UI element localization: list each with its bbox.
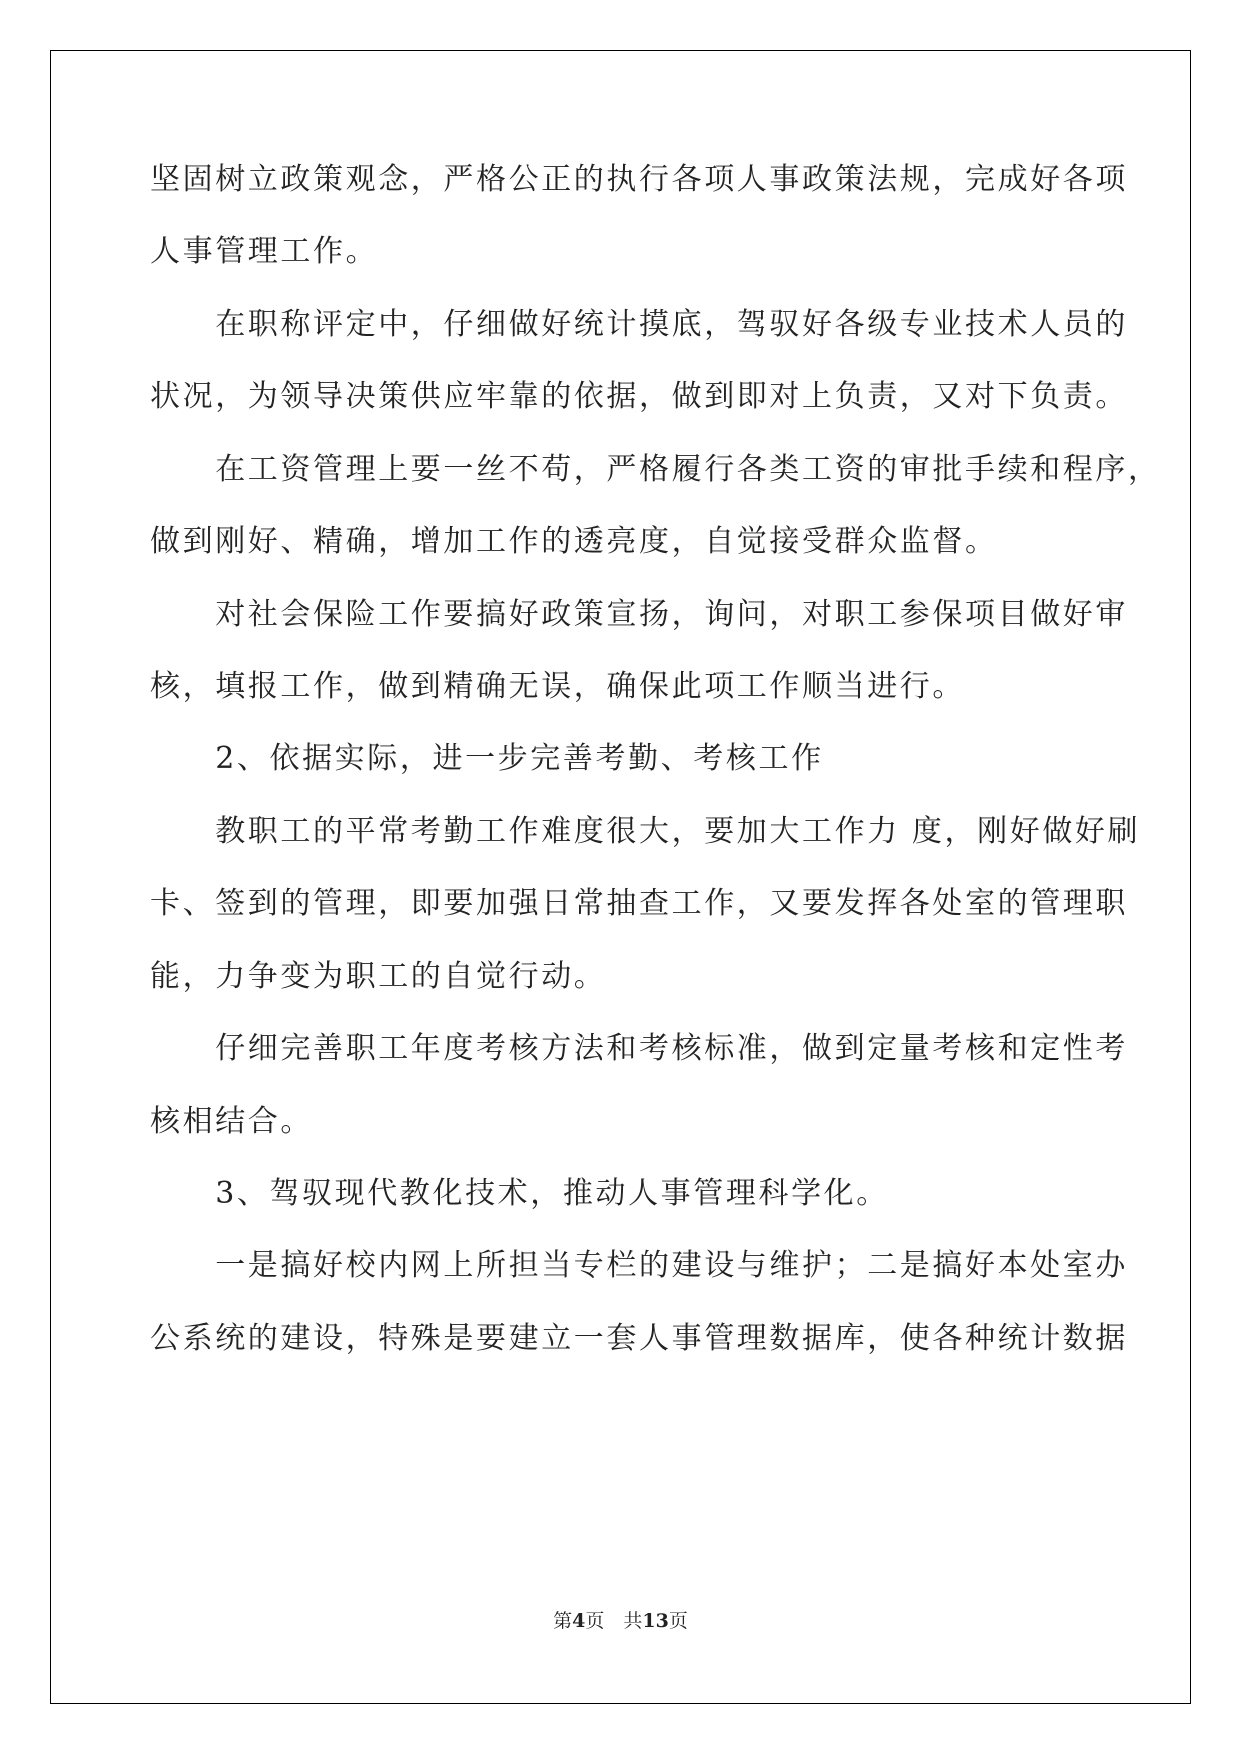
footer-page-number: 4 <box>572 1610 586 1632</box>
text-line: 状况，为领导决策供应牢靠的依据，做到即对上负责，又对下负责。 <box>150 379 1128 414</box>
text-line: 核相结合。 <box>150 1104 313 1139</box>
page-border <box>50 50 1191 1704</box>
text-line: 仔细完善职工年度考核方法和考核标准，做到定量考核和定性考 <box>150 1031 1128 1066</box>
text-line: 能，力争变为职工的自觉行动。 <box>150 959 607 994</box>
text-line: 一是搞好校内网上所担当专栏的建设与维护；二是搞好本处室办 <box>150 1248 1128 1283</box>
footer-prefix: 第 <box>553 1610 573 1632</box>
page-footer <box>0 1606 1241 1633</box>
text-line: 在工资管理上要一丝不苟，严格履行各类工资的审批手续和程序， <box>150 452 1161 487</box>
footer-suffix: 页 <box>668 1610 688 1632</box>
text-line: 坚固树立政策观念，严格公正的执行各项人事政策法规，完成好各项 <box>150 162 1128 197</box>
text-line: 对社会保险工作要搞好政策宣扬，询问，对职工参保项目做好审 <box>150 597 1128 632</box>
text-line: 核，填报工作，做到精确无误，确保此项工作顺当进行。 <box>150 669 965 704</box>
text-line: 在职称评定中，仔细做好统计摸底，驾驭好各级专业技术人员的 <box>150 307 1128 342</box>
text-line: 公系统的建设，特殊是要建立一套人事管理数据库，使各种统计数据 <box>150 1321 1128 1356</box>
footer-mid: 页 共 <box>585 1610 643 1632</box>
text-line: 人事管理工作。 <box>150 234 379 269</box>
text-line: 做到刚好、精确，增加工作的透亮度，自觉接受群众监督。 <box>150 524 998 559</box>
text-line: 3、驾驭现代教化技术，推动人事管理科学化。 <box>150 1176 889 1211</box>
text-line: 2、依据实际，进一步完善考勤、考核工作 <box>150 741 824 776</box>
text-line: 教职工的平常考勤工作难度很大，要加大工作力 度，刚好做好刷 <box>150 814 1141 849</box>
footer-total-pages: 13 <box>642 1610 669 1632</box>
text-line: 卡、签到的管理，即要加强日常抽查工作，又要发挥各处室的管理职 <box>150 886 1128 921</box>
